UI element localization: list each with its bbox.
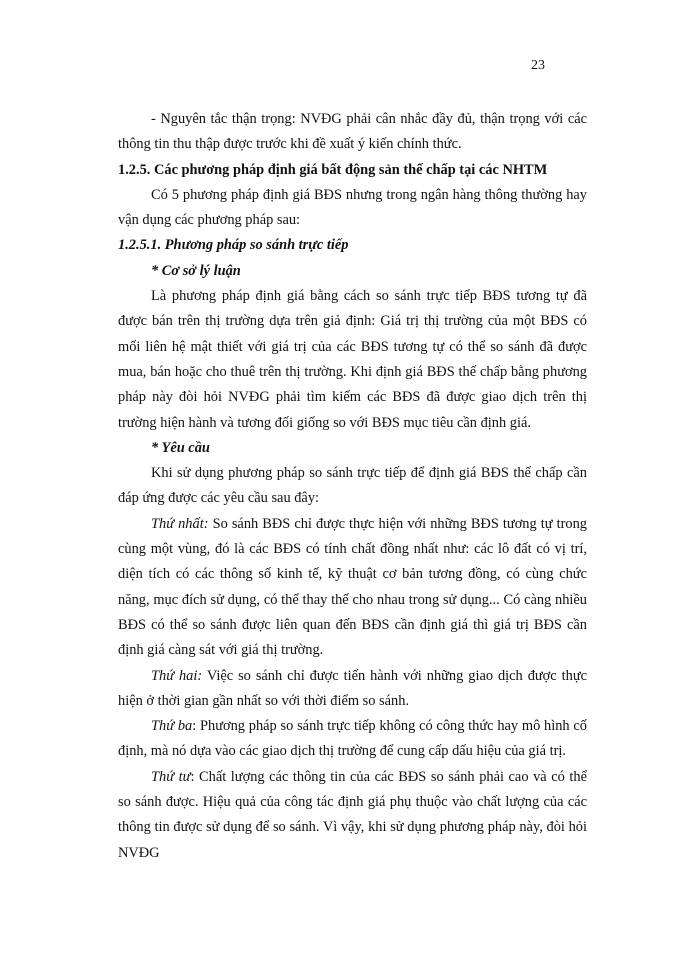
page-number: 23 [531, 58, 545, 73]
paragraph-method-definition: Là phương pháp định giá bằng cách so sánh trực tiếp BĐS tương tự đã được bán trên thị trường dựa trên giả định: Giá trị thị trường của một BĐS có mối liên hệ mật thiết với giá trị của các BĐS tương tự có thể so sánh đã được mua, bán hoặc cho thuê trên thị trường. Khi định giá BĐS thế chấp bằng phương pháp này đòi hỏi NVĐG phải tìm kiếm các BĐS đã được giao dịch trên thị trường hiện hành và tương đối giống so với BĐS mục tiêu cần định giá. [118, 288, 587, 431]
subheading-requirements: * Yêu cầu [151, 439, 210, 456]
section-heading-1-2-5: 1.2.5. Các phương pháp định giá bất động sản thế chấp tại các NHTM [118, 161, 548, 178]
requirement-third-text: : Phương pháp so sánh trực tiếp không có công thức hay mô hình cố định, mà nó dựa vào các giao dịch thị trường để cung cấp dấu hiệu của giá trị. [118, 718, 587, 760]
paragraph-requirement-third [118, 714, 587, 765]
subheading-theory-basis: * Cơ sở lý luận [151, 262, 241, 279]
requirement-fourth-label: Thứ tư [151, 768, 191, 785]
paragraph-methods-intro: Có 5 phương pháp định giá BĐS nhưng trong ngân hàng thông thường hay vận dụng các phương pháp sau: [118, 186, 587, 229]
requirement-first-label: Thứ nhất: [151, 515, 209, 532]
paragraph-requirements-intro: Khi sử dụng phương pháp so sánh trực tiếp để định giá BĐS thế chấp cần đáp ứng được các yêu cầu sau đây: [118, 465, 587, 507]
requirement-fourth-text: : Chất lượng các thông tin của các BĐS so sánh phải cao và có thể so sánh được. Hiệu quả của công tác định giá phụ thuộc vào chất lượng của các thông tin được sử dụng để so sánh. Vì vậy, khi sử dụng phương pháp này, đòi hỏi NVĐG [118, 768, 587, 861]
page-content [118, 107, 587, 866]
paragraph-requirement-fourth [118, 765, 587, 866]
paragraph-requirement-first [118, 512, 587, 664]
paragraph-requirement-second [118, 664, 587, 715]
paragraph-prudence-principle: - Nguyên tắc thận trọng: NVĐG phải cân nhắc đầy đủ, thận trọng với các thông tin thu thập được trước khi đề xuất ý kiến chính thức. [118, 111, 587, 153]
requirement-second-label: Thứ hai: [151, 667, 203, 684]
requirement-third-label: Thứ ba [151, 718, 193, 735]
requirement-second-text: Việc so sánh chỉ được tiến hành với những giao dịch được thực hiện ở thời gian gần nhất so với thời điểm so sánh. [118, 667, 587, 709]
section-heading-1-2-5-1: 1.2.5.1. Phương pháp so sánh trực tiếp [118, 237, 349, 254]
requirement-first-text: So sánh BĐS chỉ được thực hiện với những BĐS tương tự trong cùng một vùng, đó là các BĐS có tính chất đồng nhất như: các lô đất có vị trí, diện tích có các thông số kinh tế, kỹ thuật cơ bản tương đồng, có cùng chức năng, mục đích sử dụng, có thể thay thế cho nhau trong sử dụng... Có càng nhiều BĐS có thể so sánh được liên quan đến BĐS cần định giá thì giá trị BĐS cần định giá càng sát với giá thị trường. [118, 515, 588, 659]
